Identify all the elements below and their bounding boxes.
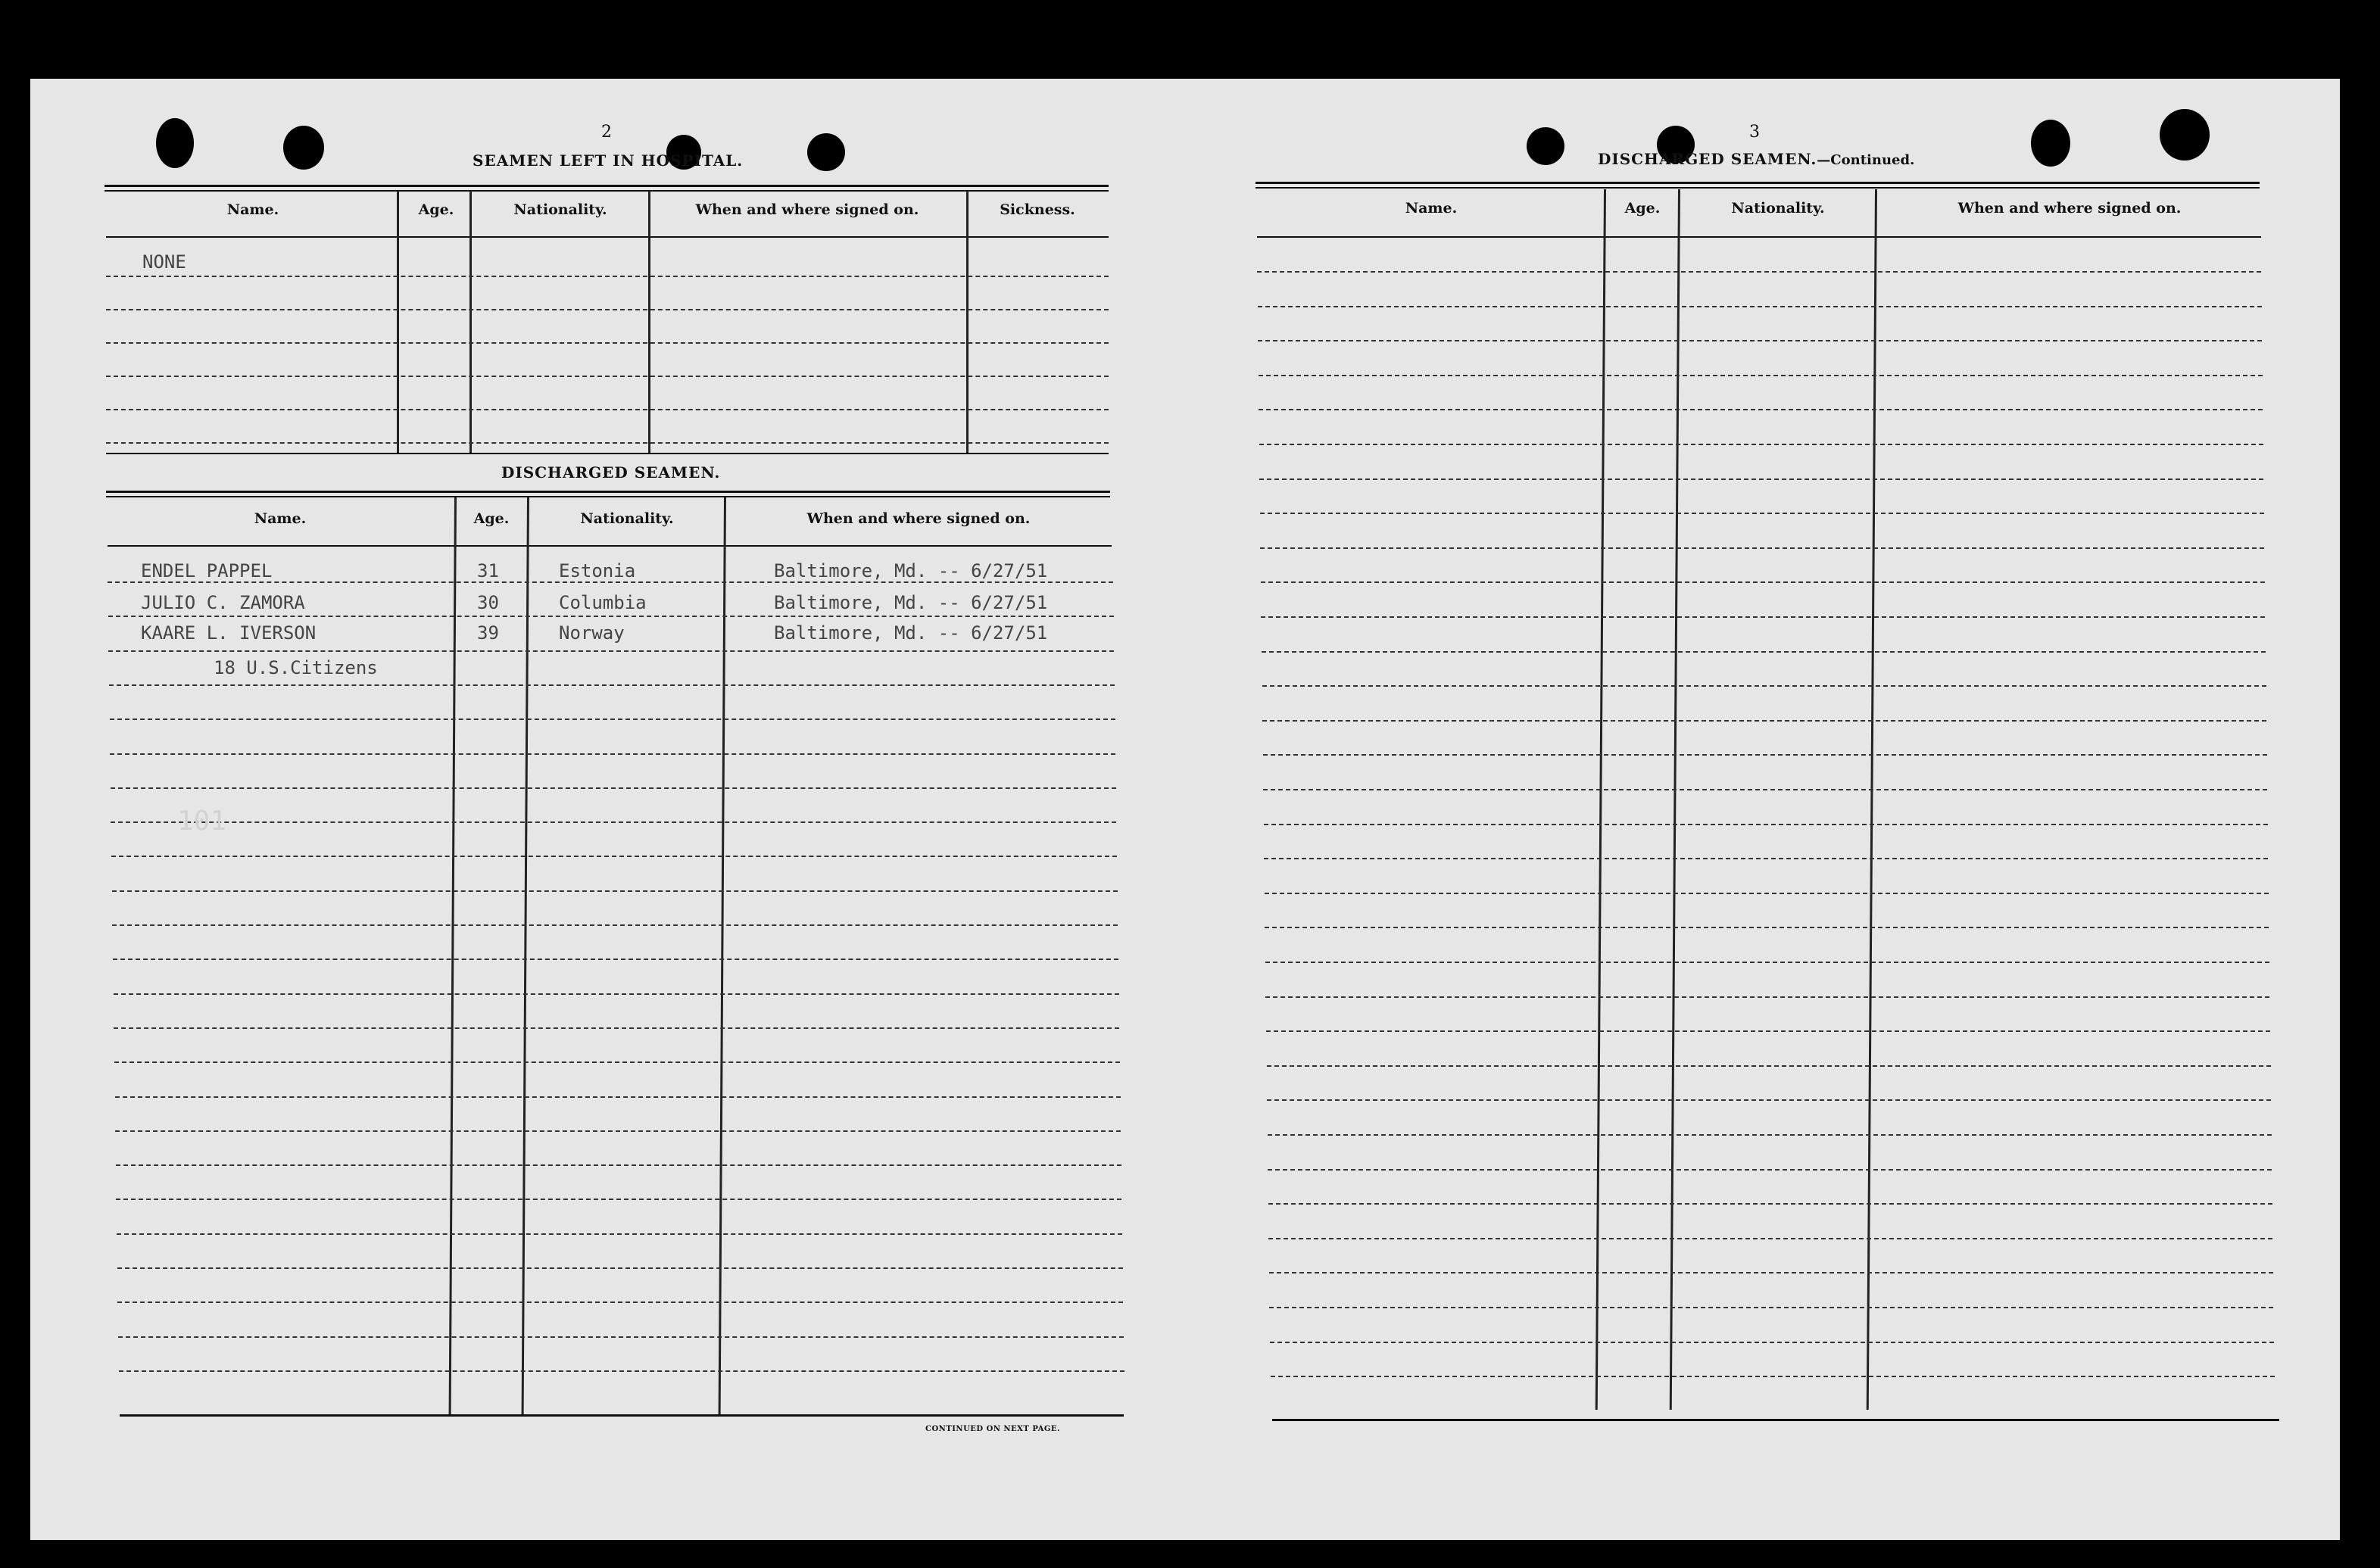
ledger-row-line: [1265, 962, 2269, 963]
ledger-row-line: [110, 719, 1115, 720]
ledger-row-line: [1265, 927, 2269, 928]
ledger-row-line: [1262, 685, 2266, 687]
hospital-row-line: [106, 409, 1109, 410]
punch-hole: [283, 126, 324, 170]
ledger-row-line: [1269, 1307, 2273, 1308]
ledger-row-line: [115, 1130, 1121, 1132]
ledger-row-line: [1266, 1030, 2270, 1032]
right-col-signed-on: When and where signed on.: [1957, 200, 2182, 217]
ledger-row-line: [1262, 720, 2266, 722]
hospital-divider: [648, 191, 650, 453]
ledger-row-line: [1263, 789, 2267, 790]
right-header-rule: [1257, 236, 2261, 238]
discharged-col-nationality: Nationality.: [580, 510, 674, 527]
ledger-row-line: [109, 684, 1115, 686]
ledger-row-line: [1265, 893, 2269, 894]
discharged-col-age: Age.: [473, 510, 510, 527]
ledger-row-line: [1258, 340, 2262, 341]
ledger-row-line: [1259, 409, 2263, 410]
discharged-continued-title-text: DISCHARGED SEAMEN.: [1598, 150, 1817, 168]
hospital-row-line: [106, 276, 1109, 277]
right-col-age: Age.: [1624, 200, 1661, 217]
ledger-row-line: [108, 616, 1114, 617]
right-col-name: Name.: [1405, 200, 1458, 217]
ledger-row-line: [112, 924, 1118, 926]
ledger-row-line: [1269, 1272, 2273, 1273]
hospital-col-nationality: Nationality.: [513, 201, 607, 218]
discharged-nationality: Columbia: [559, 592, 647, 613]
hospital-col-age: Age.: [418, 201, 454, 218]
ledger-row-line: [111, 856, 1117, 857]
discharged-age: 30: [477, 592, 499, 613]
hospital-top-rule-2: [104, 190, 1109, 192]
right-top-rule-2: [1256, 187, 2260, 189]
hospital-col-sickness: Sickness.: [1000, 201, 1075, 218]
ledger-row-line: [1268, 1134, 2272, 1136]
faint-mark: 101: [177, 806, 227, 837]
discharged-top-rule-2: [106, 496, 1110, 497]
ledger-row-line: [1270, 1342, 2274, 1343]
discharged-name: KAARE L. IVERSON: [141, 622, 317, 644]
ledger-row-line: [111, 821, 1116, 823]
discharged-age: 31: [477, 560, 499, 581]
hospital-row-line: [106, 342, 1109, 344]
ledger-row-line: [1258, 306, 2262, 307]
left-bottom-rule: [120, 1414, 1124, 1417]
ledger-row-line: [108, 581, 1113, 583]
discharged-signed-on: Baltimore, Md. -- 6/27/51: [774, 560, 1048, 581]
punch-hole: [156, 118, 194, 168]
hospital-col-name: Name.: [226, 201, 279, 218]
ledger-row-line: [1259, 444, 2263, 445]
hospital-row-line: [106, 309, 1109, 310]
ledger-row-line: [1261, 581, 2265, 583]
hospital-divider: [397, 191, 399, 453]
page-number-left: 2: [601, 123, 612, 142]
discharged-nationality: Estonia: [559, 560, 636, 581]
punch-hole: [2160, 109, 2210, 161]
discharged-top-rule: [106, 491, 1110, 493]
ledger-row-line: [1260, 547, 2264, 549]
ledger-row-line: [118, 1336, 1124, 1338]
discharged-age: 39: [477, 622, 499, 644]
ledger-row-line: [1263, 754, 2267, 756]
ledger-row-line: [1271, 1376, 2275, 1377]
hospital-divider: [469, 191, 472, 453]
discharged-continued-title: [1598, 150, 1914, 168]
hospital-col-signed-on: When and where signed on.: [695, 201, 919, 218]
hospital-row-line: [106, 442, 1109, 444]
right-bottom-rule: [1272, 1419, 2279, 1421]
ledger-row-line: [1262, 651, 2266, 653]
ledger-row-line: [114, 1061, 1120, 1063]
continued-suffix: —Continued.: [1817, 152, 1915, 168]
ledger-row-line: [1267, 1065, 2271, 1067]
ledger-row-line: [116, 1199, 1121, 1200]
ledger-row-line: [114, 993, 1119, 995]
hospital-header-rule: [106, 236, 1109, 238]
ledger-row-line: [1257, 271, 2261, 273]
discharged-nationality: Norway: [559, 622, 625, 644]
right-top-rule: [1256, 182, 2260, 184]
discharged-col-signed-on: When and where signed on.: [806, 510, 1031, 527]
ledger-row-line: [1264, 858, 2268, 859]
ledger-row-line: [1260, 513, 2264, 514]
ledger-row-line: [108, 650, 1114, 652]
continued-footer: CONTINUED ON NEXT PAGE.: [925, 1425, 1061, 1433]
discharged-section-title: DISCHARGED SEAMEN.: [501, 463, 721, 482]
ledger-row-line: [1265, 996, 2269, 998]
ledger-row-line: [115, 1096, 1121, 1098]
citizens-note: 18 U.S.Citizens: [214, 657, 378, 678]
ledger-row-line: [1267, 1099, 2271, 1101]
ledger-row-line: [110, 753, 1115, 755]
ledger-row-line: [1264, 824, 2268, 825]
ledger-row-line: [117, 1301, 1123, 1303]
discharged-signed-on: Baltimore, Md. -- 6/27/51: [774, 592, 1048, 613]
hospital-divider: [966, 191, 969, 453]
punch-hole: [807, 133, 845, 171]
ledger-row-line: [1268, 1238, 2272, 1239]
discharged-header-rule: [108, 545, 1112, 547]
ledger-row-line: [116, 1164, 1121, 1166]
ledger-row-line: [1261, 616, 2265, 618]
discharged-name: JULIO C. ZAMORA: [141, 592, 305, 613]
ledger-row-line: [117, 1233, 1122, 1235]
discharged-name: ENDEL PAPPEL: [141, 560, 273, 581]
ledger-row-line: [119, 1370, 1124, 1372]
right-col-nationality: Nationality.: [1731, 200, 1825, 217]
discharged-title-rule: [106, 453, 1109, 454]
ledger-row-line: [117, 1267, 1123, 1269]
ledger-row-line: [1268, 1203, 2272, 1205]
ledger-row-line: [1268, 1169, 2272, 1171]
ledger-row-line: [112, 890, 1118, 892]
ledger-row-line: [111, 787, 1116, 789]
ledger-row-line: [113, 959, 1118, 960]
hospital-entry-none: NONE: [142, 251, 186, 273]
page-number-right: 3: [1749, 123, 1760, 142]
discharged-col-name: Name.: [254, 510, 307, 527]
ledger-row-line: [1259, 479, 2263, 480]
hospital-section-title: SEAMEN LEFT IN HOSPITAL.: [473, 151, 744, 170]
punch-hole: [2031, 120, 2070, 167]
ledger-row-line: [114, 1027, 1119, 1029]
punch-hole: [1527, 127, 1564, 165]
hospital-row-line: [106, 376, 1109, 377]
document-sheet: [30, 79, 2340, 1540]
ledger-row-line: [1259, 375, 2263, 376]
hospital-top-rule: [104, 185, 1109, 187]
discharged-signed-on: Baltimore, Md. -- 6/27/51: [774, 622, 1048, 644]
